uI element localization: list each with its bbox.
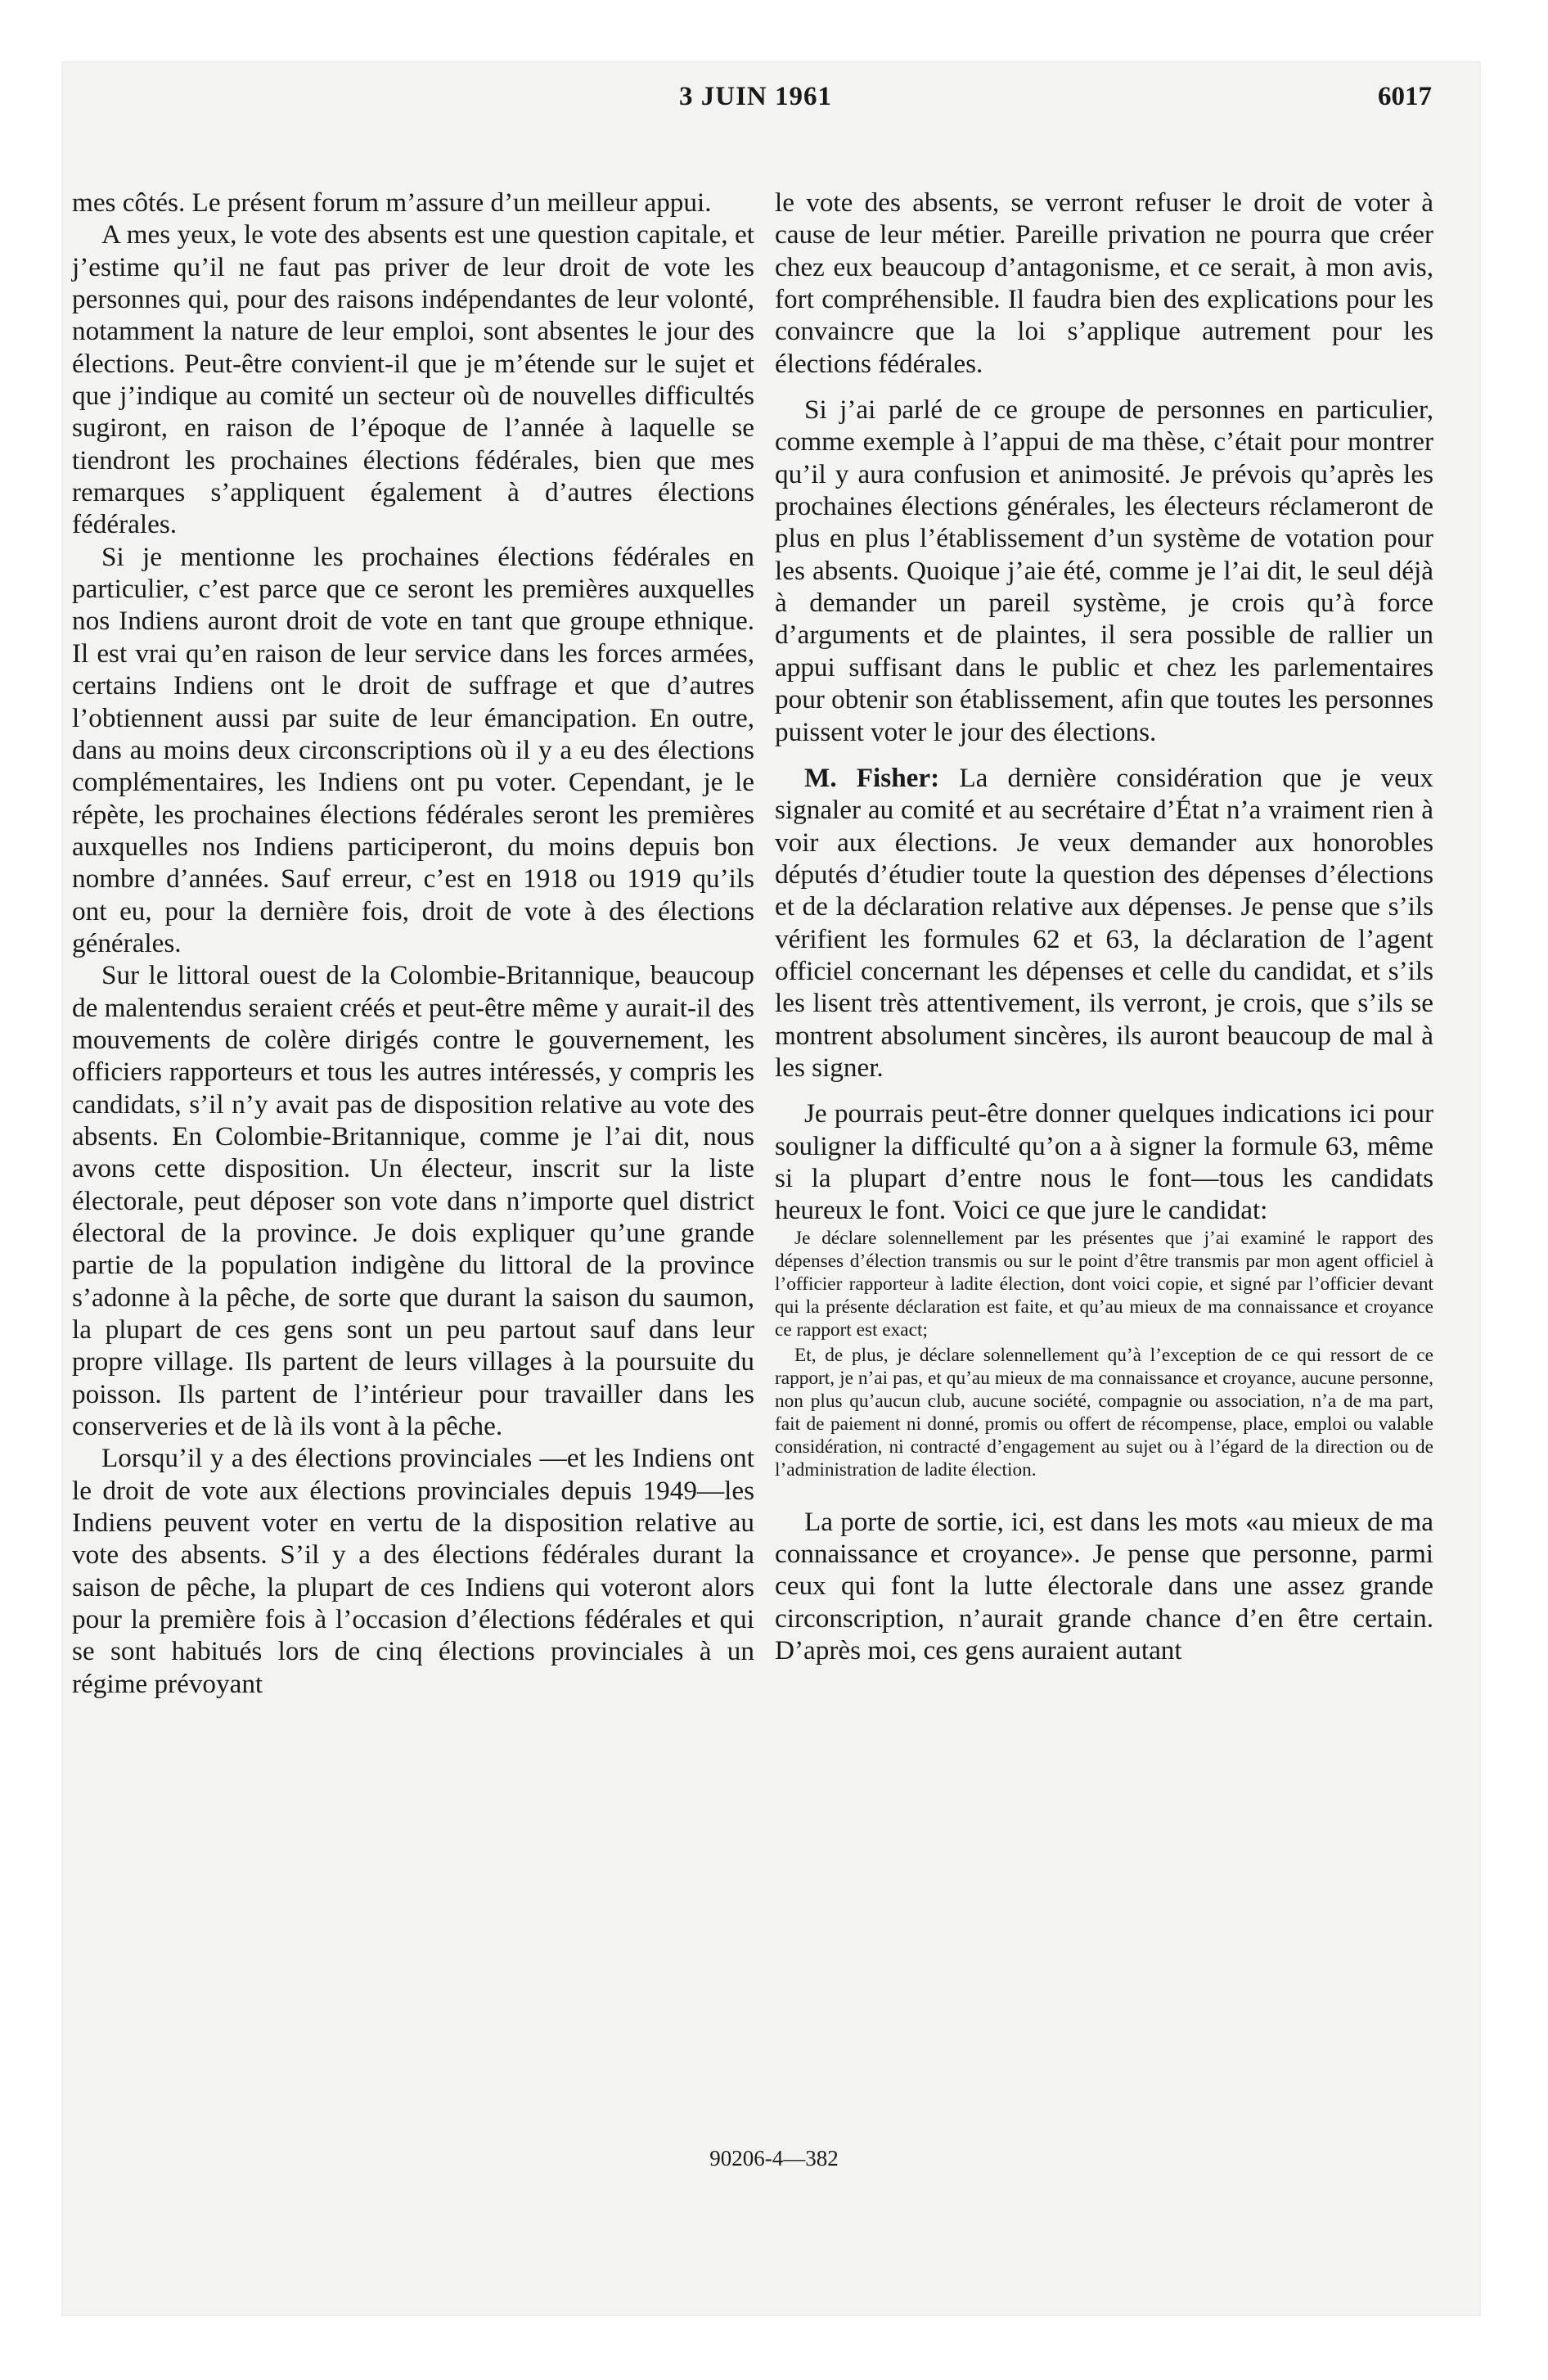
page-footer-code: 90206-4—382	[709, 2146, 839, 2170]
paragraph: mes côtés. Le présent forum m’assure d’un meilleur appui.	[72, 187, 712, 218]
paragraph: Sur le littoral ouest de la Colombie-Britannique, beaucoup de malentendus seraient créés et peut-être même y aurait-il des mouvements de colère dirigés contre le gouvernement, les officiers rapporteurs et tous les autres intéressés, y compris les candidats, s’il n’y avait pas de disposition relative au vote des absents. En Colombie-Britannique, comme je l’ai dit, nous avons cette disposition. Un électeur, inscrit sur la liste électorale, peut déposer son vote dans n’importe quel district électoral de la province. Je dois expliquer qu’une grande partie de la population indigène du littoral de la province s’adonne à la pêche, de sorte que durant la saison du saumon, la plupart de ces gens sont un peu partout sauf dans leur propre village. Ils partent de leurs villages à la poursuite du poisson. Ils partent de l’intérieur pour travailler dans les conserveries et de là ils vont à la pêche.	[72, 960, 754, 1442]
paragraph: La porte de sortie, ici, est dans les mots «au mieux de ma connaissance et croyance». Je pense que personne, parmi ceux qui font la lutte électorale dans une assez grande circonscription, n’aurait grande chance d’en être certain. D’après moi, ces gens auraient autant	[775, 1506, 1433, 1666]
page-header	[82, 82, 1432, 131]
speaker-paragraph	[775, 762, 1433, 1084]
paragraph: Si j’ai parlé de ce groupe de personnes en particulier, comme exemple à l’appui de ma thèse, c’était pour montrer qu’il y aura confusion et animosité. Je prévois qu’après les prochaines élections générales, les électeurs réclameront de plus en plus l’établissement d’un système de votation pour les absents. Quoique j’aie été, comme je l’ai dit, le seul déjà à demander un pareil système, je crois qu’à force d’arguments et de plaintes, il sera possible de rallier un appui suffisant dans le public et chez les parlementaires pour obtenir son établissement, afin que toutes les personnes puissent voter le jour des élections.	[775, 394, 1433, 747]
paragraph: Si je mentionne les prochaines élections fédérales en particulier, c’est parce que ce seront les premières auxquelles nos Indiens auront droit de vote en tant que groupe ethnique. Il est vrai qu’en raison de leur service dans les forces armées, certains Indiens ont le droit de suffrage et que d’autres l’obtiennent aussi par suite de leur émancipation. En outre, dans au moins deux circonscriptions où il y a eu des élections complémentaires, les Indiens ont pu voter. Cependant, je le répète, les prochaines élections fédérales seront les premières auxquelles nos Indiens participeront, du moins depuis bon nombre d’années. Sauf erreur, c’est en 1918 ou 1919 qu’ils ont eu, pour la dernière fois, droit de vote à des élections générales.	[72, 541, 754, 958]
paragraph: Lorsqu’il y a des élections provinciales —et les Indiens ont le droit de vote aux élections provinciales depuis 1949—les Indiens peuvent voter en vertu de la disposition relative au vote des absents. S’il y a des élections fédérales durant la saison de pêche, la plupart de ces Indiens qui voteront alors pour la première fois à l’occasion d’élections fédérales et qui se sont habitués lors de cinq élections provinciales à un régime prévoyant	[72, 1443, 754, 1699]
left-column	[72, 187, 754, 1700]
speaker-name: M. Fisher:	[804, 762, 940, 793]
page-date: 3 JUIN 1961	[679, 82, 833, 111]
paragraph: A mes yeux, le vote des absents est une question capitale, et j’estime qu’il ne faut pas priver de leur droit de vote les personnes qui, pour des raisons indépendantes de leur volonté, notamment la nature de leur emploi, sont absentes le jour des élections. Peut-être convient-il que je m’étende sur le sujet et que j’indique au comité un secteur où de nouvelles difficultés sugiront, en raison de l’époque de l’année à laquelle se tiendront les prochaines élections fédérales, bien que mes remarques s’appliquent également à d’autres élections fédérales.	[72, 219, 754, 540]
oath-quote: Et, de plus, je déclare solennellement qu’à l’exception de ce qui ressort de ce rapport, je n’ai pas, et qu’au mieux de ma connaissance et croyance, aucune personne, non plus qu’aucun club, aucune société, compagnie ou association, n’a de ma part, fait de paiement ni donné, promis ou offert de récompense, place, emploi ou valable considération, ni contracté d’engagement au sujet ou à l’égard de la direction ou de l’administration de ladite élection.	[775, 1344, 1433, 1481]
paragraph: le vote des absents, se verront refuser le droit de voter à cause de leur métier. Pareille privation ne pourra que créer chez eux beaucoup d’antagonisme, et ce serait, à mon avis, fort compréhensible. Il faudra bien des explications pour les convaincre que la loi s’applique autrement pour les élections fédérales.	[775, 187, 1433, 379]
page-number: 6017	[1378, 82, 1432, 111]
right-column	[775, 187, 1433, 1666]
paragraph: Je pourrais peut-être donner quelques indications ici pour souligner la difficulté qu’on a à signer la formule 63, même si la plupart d’entre nous le font—tous les candidats heureux le font. Voici ce que jure le candidat:	[775, 1098, 1433, 1226]
oath-quote: Je déclare solennellement par les présentes que j’ai examiné le rapport des dépenses d’élection transmis ou sur le point d’être transmis par mon agent officiel à l’officier rapporteur à ladite élection, dont voici copie, et signé par l’officier devant qui la présente déclaration est faite, et qu’au mieux de ma connaissance et croyance ce rapport est exact;	[775, 1227, 1433, 1341]
speaker-text: La dernière considération que je veux signaler au comité et au secrétaire d’État n’a vraiment rien à voir aux élections. Je veux demander aux honorobles députés d’étudier toute la question des dépenses d’élections et de la déclaration relative aux dépenses. Je pense que s’ils vérifient les formules 62 et 63, la déclaration de l’agent officiel concernant les dépenses et celle du candidat, et s’ils les lisent très attentivement, ils verront, je crois, que s’ils se montrent absolument sincères, ils auront beaucoup de mal à les signer.	[775, 762, 1434, 1083]
